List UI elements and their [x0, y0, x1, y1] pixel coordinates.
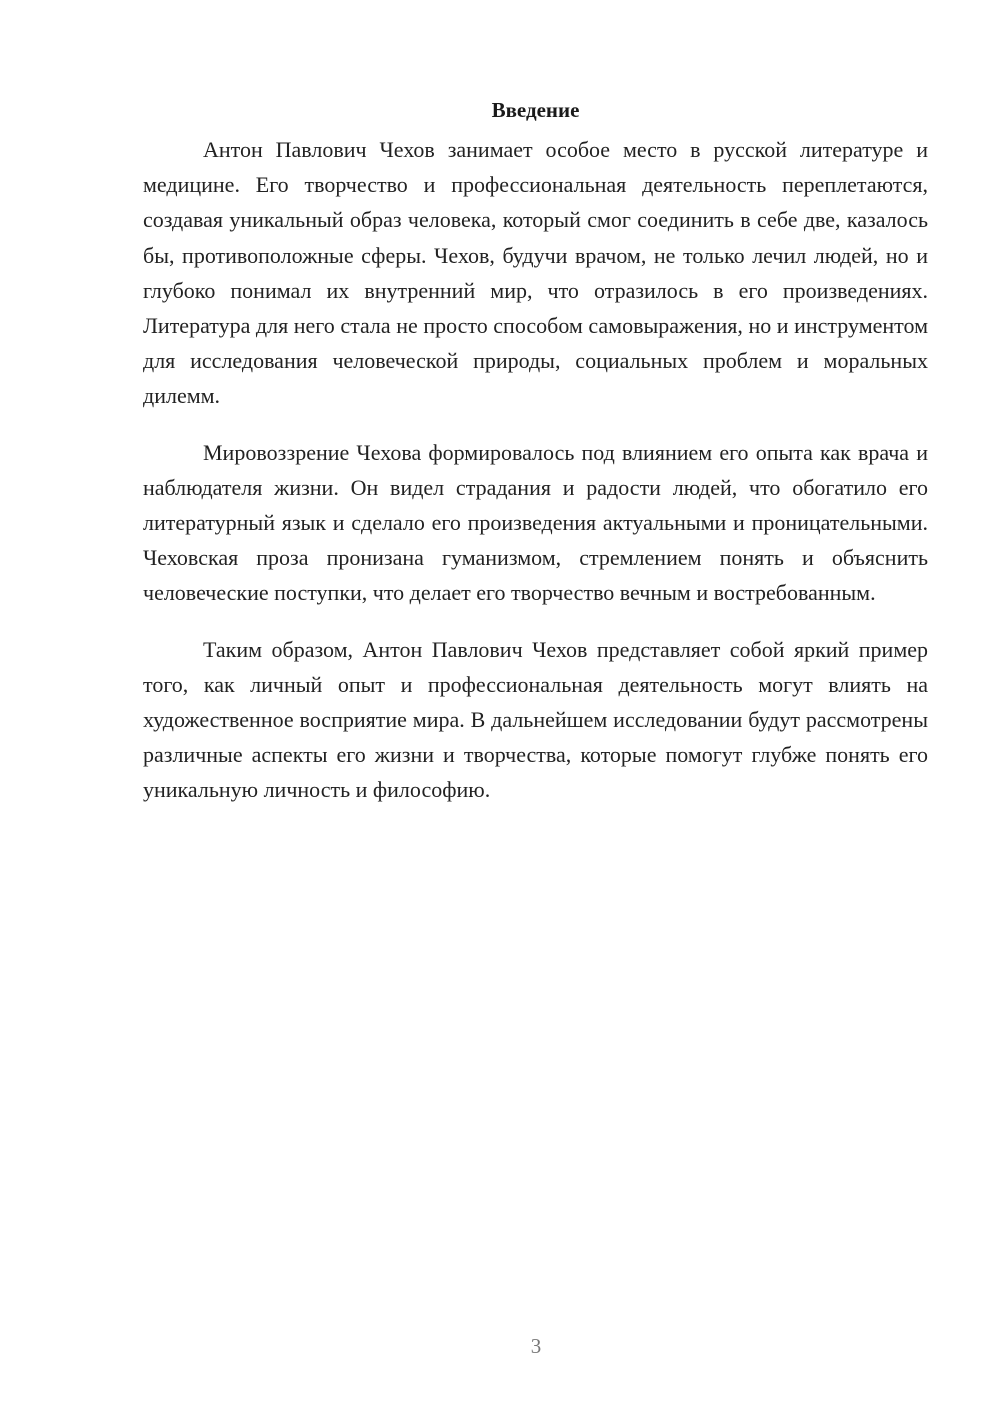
page-content — [143, 96, 928, 808]
page-title: Введение — [491, 98, 580, 122]
paragraph: Мировоззрение Чехова формировалось под влиянием его опыта как врача и наблюдателя жизни. Он видел страдания и радости людей, что обогатило его литературный язык и сделало его произведения актуальными и проницательными. Чеховская проза пронизана гуманизмом, стремлением понять и объяснить человеческие поступки, что делает его творчество вечным и востребованным. — [143, 439, 928, 606]
paragraph: Таким образом, Антон Павлович Чехов представляет собой яркий пример того, как личный опыт и профессиональная деятельность могут влиять на художественное восприятие мира. В дальнейшем исследовании будут рассмотрены различные аспекты его жизни и творчества, которые помогут глубже понять его уникальную личность и философию. — [143, 636, 928, 803]
paragraph: Антон Павлович Чехов занимает особое место в русской литературе и медицине. Его творчество и профессиональная деятельность переплетаются, создавая уникальный образ человека, который смог соединить в себе две, казалось бы, противоположные сферы. Чехов, будучи врачом, не только лечил людей, но и глубоко понимал их внутренний мир, что отразилось в его произведениях. Литература для него стала не просто способом самовыражения, но и инструментом для исследования человеческой природы, социальных проблем и моральных дилемм. — [143, 137, 928, 409]
page-number: 3 — [530, 1334, 542, 1358]
